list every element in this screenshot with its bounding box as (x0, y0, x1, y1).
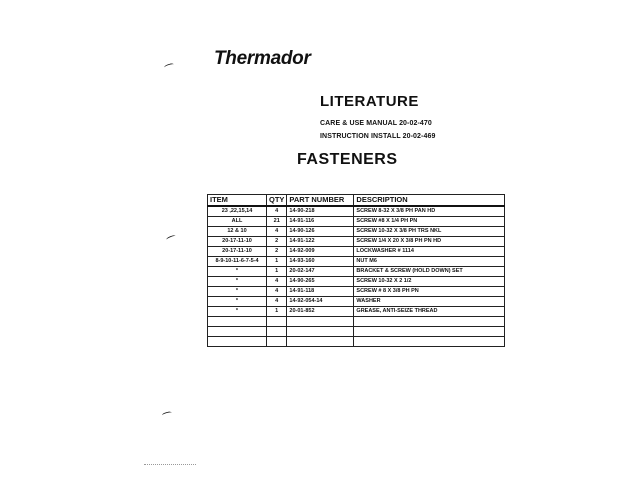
cell-item: * (208, 277, 267, 287)
scan-artifact (144, 464, 196, 465)
cell-part-number: 14-90-265 (287, 277, 354, 287)
table-row (208, 277, 505, 287)
cell-description (354, 327, 505, 337)
scan-mark (162, 411, 173, 417)
cell-qty (267, 317, 287, 327)
cell-part-number: 14-92-054-14 (287, 297, 354, 307)
cell-item: ALL (208, 217, 267, 227)
table-row (208, 247, 505, 257)
table-body (208, 206, 505, 347)
cell-description: SCREW 8-32 X 3/8 PH PAN HD (354, 206, 505, 217)
table-row (208, 337, 505, 347)
cell-item (208, 337, 267, 347)
cell-item (208, 327, 267, 337)
cell-qty: 2 (267, 237, 287, 247)
fasteners-table (207, 194, 505, 347)
column-header-item: ITEM (208, 195, 267, 207)
cell-description: WASHER (354, 297, 505, 307)
cell-part-number (287, 317, 354, 327)
column-header-part-number: PART NUMBER (287, 195, 354, 207)
literature-care-manual: CARE & USE MANUAL 20-02-470 (320, 120, 432, 127)
table-header-row (208, 195, 505, 207)
cell-item: 20-17-11-10 (208, 247, 267, 257)
cell-description: SCREW #8 X 1/4 PH PN (354, 217, 505, 227)
cell-part-number: 14-91-122 (287, 237, 354, 247)
cell-item: 23 ,22,15,14 (208, 206, 267, 217)
cell-part-number: 14-93-160 (287, 257, 354, 267)
scan-mark (166, 234, 177, 241)
cell-qty: 4 (267, 297, 287, 307)
cell-qty: 4 (267, 277, 287, 287)
cell-description: LOCKWASHER # 1114 (354, 247, 505, 257)
cell-description (354, 337, 505, 347)
cell-item: 12 & 10 (208, 227, 267, 237)
table-row (208, 206, 505, 217)
cell-item: * (208, 287, 267, 297)
literature-install-instructions: INSTRUCTION INSTALL 20-02-469 (320, 133, 436, 140)
brand-logo: Thermador (214, 48, 311, 69)
cell-item: * (208, 297, 267, 307)
cell-qty: 1 (267, 257, 287, 267)
column-header-description: DESCRIPTION (354, 195, 505, 207)
cell-qty: 1 (267, 307, 287, 317)
cell-part-number: 14-90-218 (287, 206, 354, 217)
cell-item: * (208, 267, 267, 277)
scan-mark (164, 63, 175, 70)
table-row (208, 307, 505, 317)
table-row (208, 317, 505, 327)
table-row (208, 267, 505, 277)
cell-item: 20-17-11-10 (208, 237, 267, 247)
cell-part-number: 14-91-118 (287, 287, 354, 297)
table-row (208, 217, 505, 227)
cell-description: GREASE, ANTI-SEIZE THREAD (354, 307, 505, 317)
cell-qty: 21 (267, 217, 287, 227)
literature-heading: LITERATURE (320, 93, 419, 110)
table-row (208, 237, 505, 247)
cell-description: NUT M6 (354, 257, 505, 267)
cell-part-number: 14-90-126 (287, 227, 354, 237)
cell-qty (267, 337, 287, 347)
cell-item (208, 317, 267, 327)
cell-description: SCREW # 8 X 3/8 PH PN (354, 287, 505, 297)
column-header-qty: QTY (267, 195, 287, 207)
cell-item: 8-9-10-11-6-7-5-4 (208, 257, 267, 267)
fasteners-heading: FASTENERS (297, 151, 398, 168)
table-row (208, 287, 505, 297)
table-row (208, 257, 505, 267)
cell-description: SCREW 10-32 X 2 1/2 (354, 277, 505, 287)
cell-description: SCREW 1/4 X 20 X 3/8 PH PN HD (354, 237, 505, 247)
cell-part-number: 20-01-852 (287, 307, 354, 317)
cell-part-number (287, 337, 354, 347)
cell-part-number: 14-92-009 (287, 247, 354, 257)
cell-item: * (208, 307, 267, 317)
cell-part-number: 20-02-147 (287, 267, 354, 277)
table-row (208, 297, 505, 307)
cell-qty (267, 327, 287, 337)
table-row (208, 327, 505, 337)
cell-description: BRACKET & SCREW (HOLD DOWN) SET (354, 267, 505, 277)
cell-qty: 4 (267, 206, 287, 217)
cell-qty: 1 (267, 267, 287, 277)
cell-part-number (287, 327, 354, 337)
cell-qty: 4 (267, 287, 287, 297)
cell-qty: 2 (267, 247, 287, 257)
cell-description: SCREW 10-32 X 3/8 PH TRS NKL (354, 227, 505, 237)
cell-qty: 4 (267, 227, 287, 237)
cell-part-number: 14-91-116 (287, 217, 354, 227)
cell-description (354, 317, 505, 327)
table-row (208, 227, 505, 237)
